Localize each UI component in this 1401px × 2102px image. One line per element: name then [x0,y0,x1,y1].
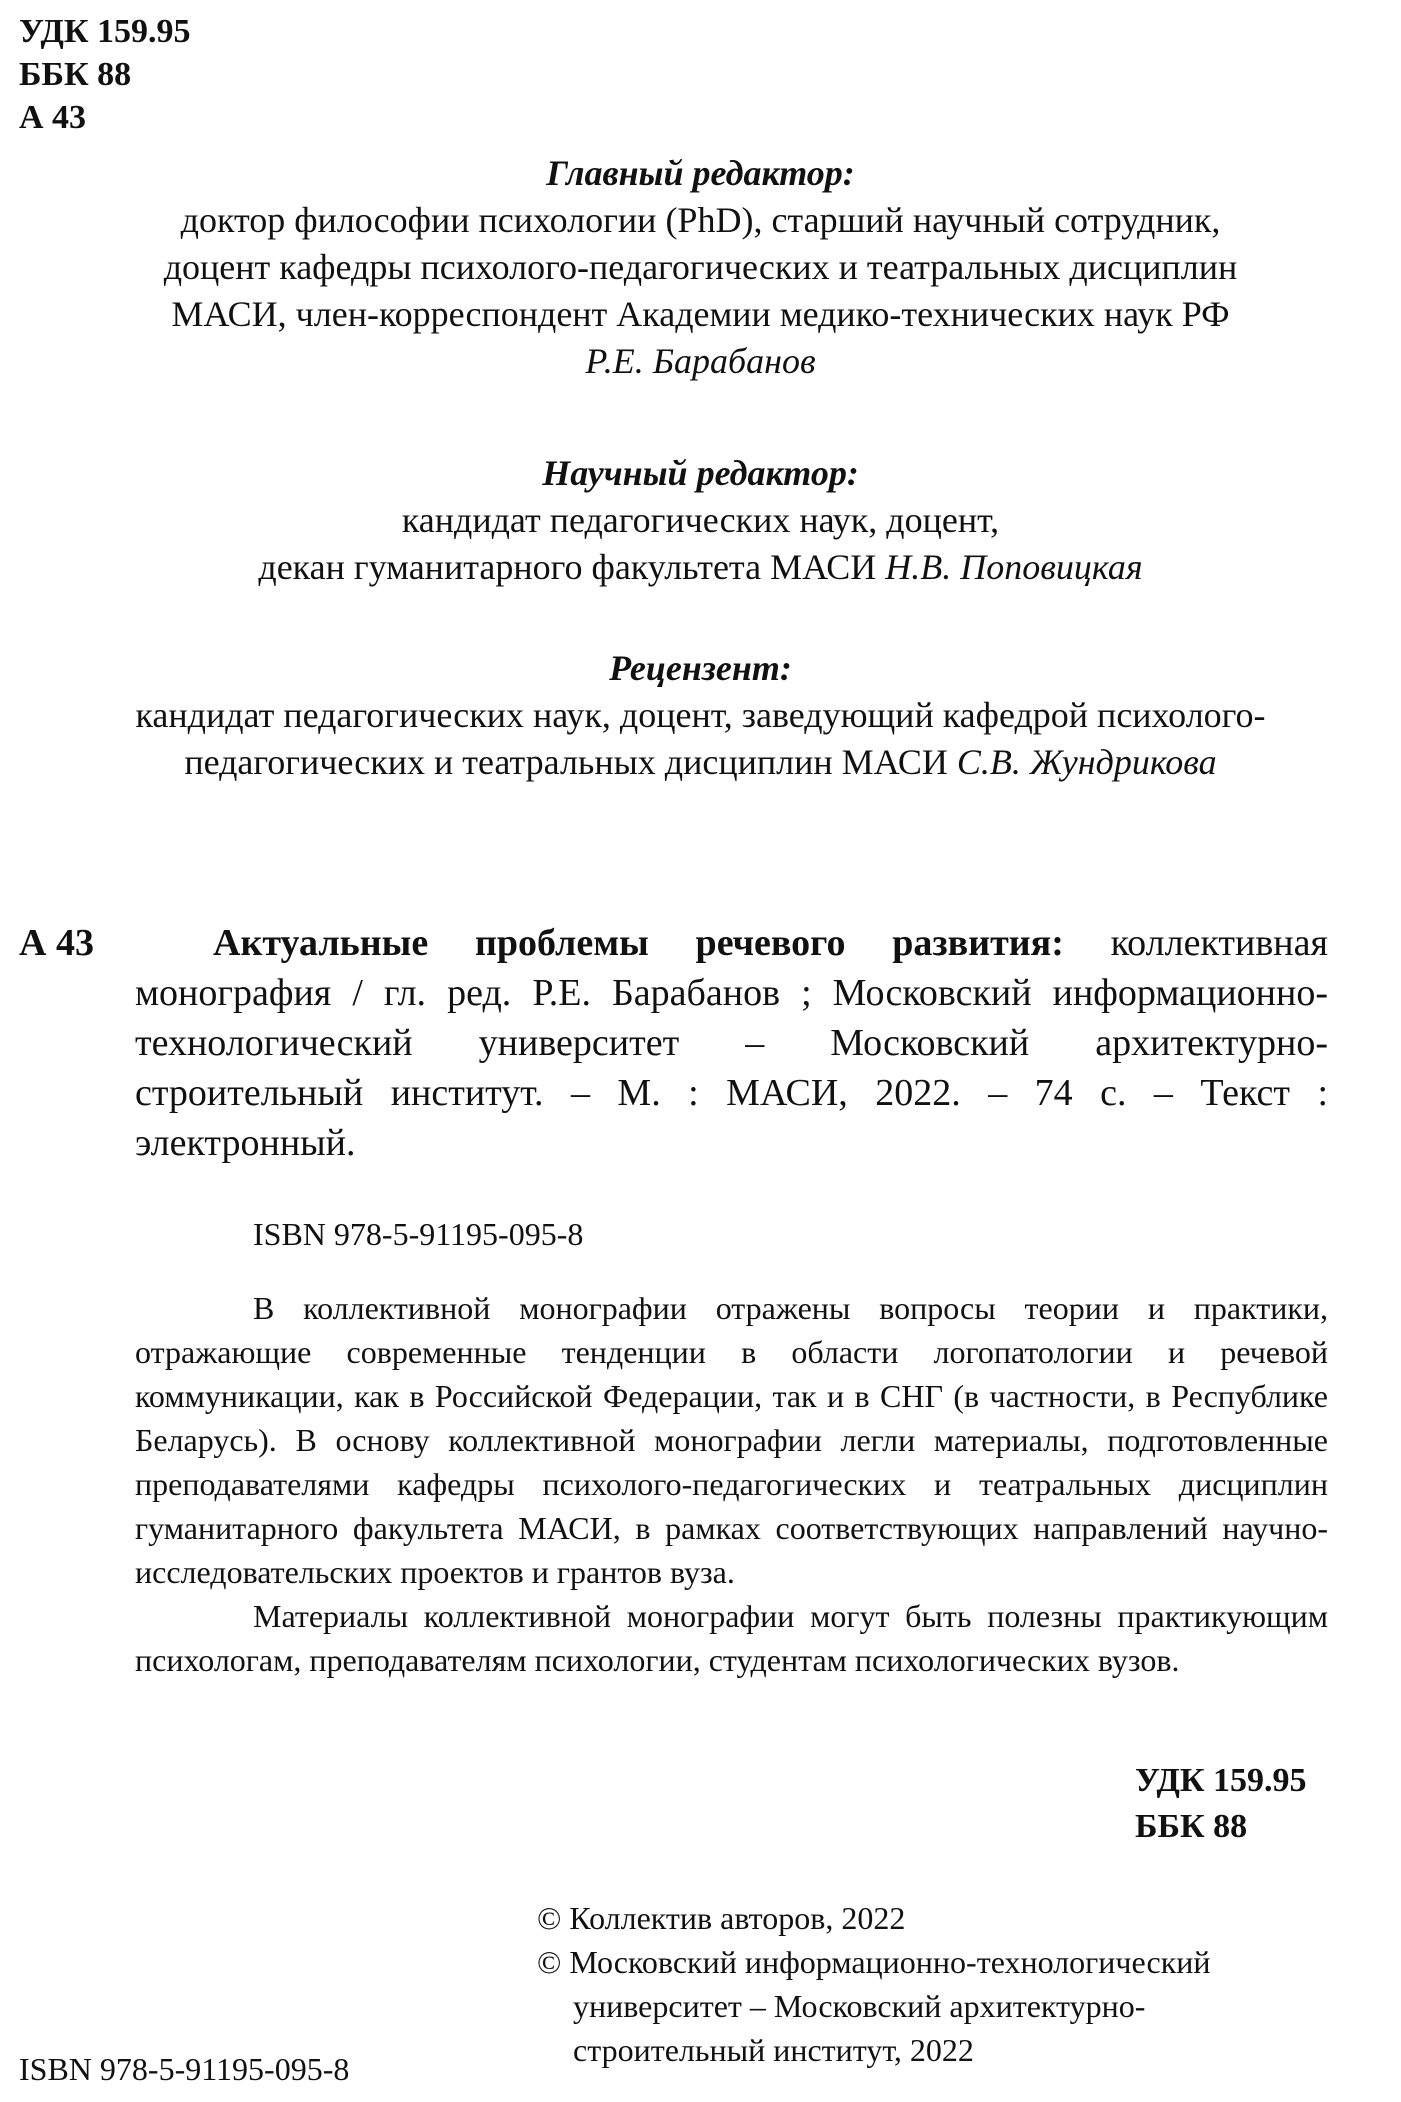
udk-code-bottom: УДК 159.95 [1135,1762,1307,1799]
chief-editor-name: Р.Е. Барабанов [585,341,816,381]
annotation-paragraph-2: Материалы коллективной монографии могут быть полезны практикующим психологам, преподавателям психологии, студентам психологических вузов. [135,1598,1328,1678]
copyright-line-3: университет – Московский архитектурно- [573,1988,1146,2024]
scientific-editor-name: Н.В. Поповицкая [885,547,1143,587]
reviewer-line-1: кандидат педагогических наук, доцент, заведующий кафедрой психолого- [135,695,1266,735]
record-author-sign: А 43 [19,922,94,964]
scientific-editor-line-2-text: декан гуманитарного факультета МАСИ [258,547,886,587]
scientific-editor-role: Научный редактор: [542,453,859,493]
chief-editor-role: Главный редактор: [546,153,855,193]
chief-editor-line-1: доктор философии психологии (PhD), старший научный сотрудник, [180,200,1221,240]
bibliographic-record [135,918,1328,1168]
record-title: Актуальные проблемы речевого развития: [213,922,1064,964]
scientific-editor-block [0,450,1401,591]
reviewer-role: Рецензент: [609,648,792,688]
scientific-editor-line-1: кандидат педагогических наук, доцент, [401,500,1000,540]
scientific-editor-line-2 [0,544,1401,591]
chief-editor-line-2: доцент кафедры психолого-педагогических и театральных дисциплин [163,247,1238,287]
annotation [135,1286,1328,1682]
chief-editor-line-3: МАСИ, член-корреспондент Академии медико-технических наук РФ [171,294,1230,334]
chief-editor-block [0,150,1401,385]
reviewer-block [0,645,1401,786]
record-description: коллективная монография / гл. ред. Р.Е. Барабанов ; Московский информационно-технологический университет – Московский архитектурно-строительный институт. – М. : МАСИ, 2022. – 74 с. – Текст : электронный. [135,922,1328,1164]
copyright-line-1: © Коллектив авторов, 2022 [537,1900,906,1936]
reviewer-name: С.В. Жундрикова [956,742,1217,782]
classification-codes-bottom [1135,1758,1307,1850]
isbn-bottom: ISBN 978-5-91195-095-8 [19,2051,350,2087]
copyright-block [537,1896,1210,2072]
classification-codes-top [19,10,191,139]
copyright-line-2: © Московский информационно-технологический [537,1944,1211,1980]
bbk-code-bottom: ББК 88 [1135,1808,1248,1845]
reviewer-line-2 [0,739,1401,786]
author-sign: А 43 [19,99,87,136]
udk-code: УДК 159.95 [19,13,191,50]
copyright-line-4: строительный институт, 2022 [573,2032,974,2068]
bbk-code: ББК 88 [19,56,132,93]
isbn-record: ISBN 978-5-91195-095-8 [253,1216,584,1252]
annotation-paragraph-1: В коллективной монографии отражены вопросы теории и практики, отражающие современные тенденции в области логопатологии и речевой коммуникации, как в Российской Федерации, так и в СНГ (в частности, в Республике Беларусь). В основу коллективной монографии легли материалы, подготовленные преподавателями кафедры психолого-педагогических и театральных дисциплин гуманитарного факультета МАСИ, в рамках соответствующих направлений научно-исследовательских проектов и грантов вуза. [135,1290,1328,1590]
reviewer-line-2-text: педагогических и театральных дисциплин МАСИ [184,742,957,782]
